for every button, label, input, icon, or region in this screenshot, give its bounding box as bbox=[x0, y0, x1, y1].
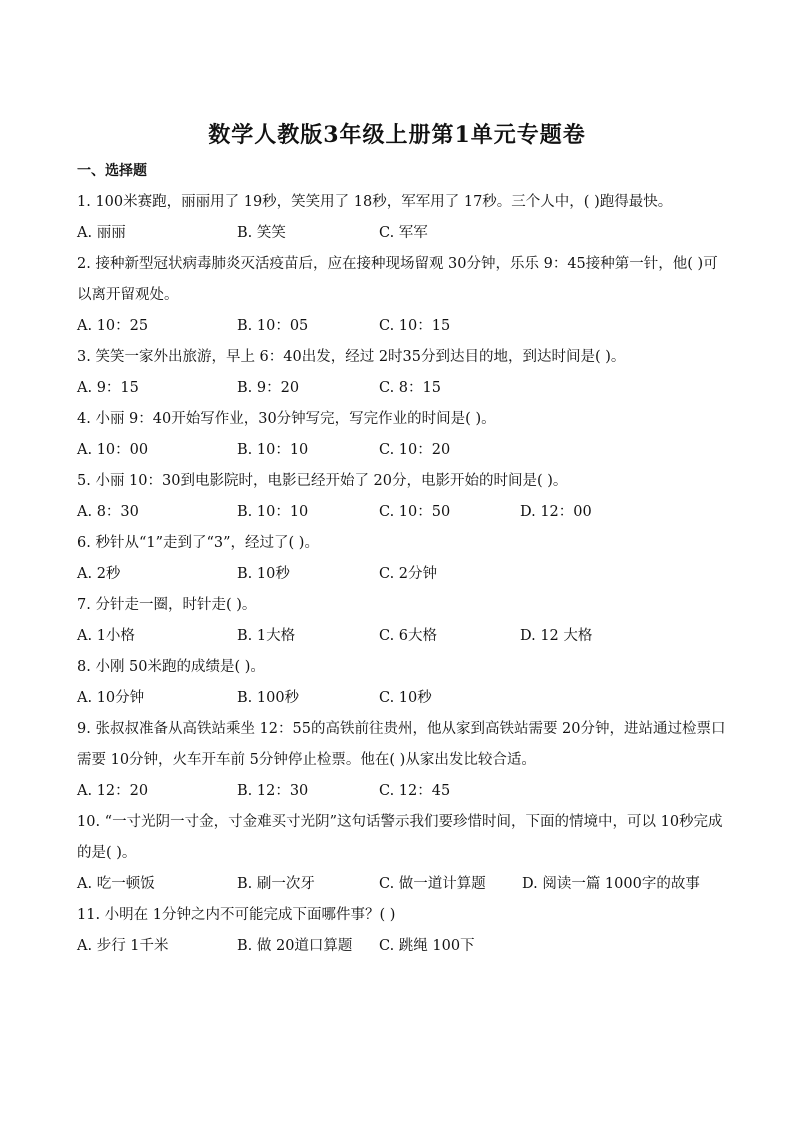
question-1 bbox=[77, 187, 727, 249]
option-row bbox=[77, 776, 727, 807]
question-3 bbox=[77, 342, 727, 404]
question-stem: 7. 分针走一圈，时针走( )。 bbox=[77, 597, 257, 613]
question-10 bbox=[77, 807, 727, 900]
option-b: B. 刷一次牙 bbox=[237, 876, 315, 892]
option-row bbox=[77, 931, 727, 962]
option-b: B. 10：10 bbox=[237, 442, 309, 458]
option-b: B. 笑笑 bbox=[237, 225, 286, 241]
option-a: A. 8：30 bbox=[77, 504, 139, 520]
option-row bbox=[77, 621, 727, 652]
option-c: C. 10：50 bbox=[379, 504, 451, 520]
section-heading: 一、选择题 bbox=[77, 163, 147, 179]
option-d: D. 阅读一篇 1000字的故事 bbox=[522, 876, 700, 892]
option-a: A. 10：00 bbox=[77, 442, 149, 458]
option-c: C. 10：20 bbox=[379, 442, 451, 458]
option-b: B. 100秒 bbox=[237, 690, 300, 706]
question-stem: 10. “一寸光阴一寸金，寸金难买寸光阴”这句话警示我们要珍惜时间，下面的情境中，可以 10秒完成的是( )。 bbox=[77, 814, 723, 861]
option-c: C. 2分钟 bbox=[379, 566, 438, 582]
option-a: A. 丽丽 bbox=[77, 225, 126, 241]
option-b: B. 12：30 bbox=[237, 783, 309, 799]
question-7 bbox=[77, 590, 727, 652]
question-stem: 11. 小明在 1分钟之内不可能完成下面哪件事？( ) bbox=[77, 907, 396, 923]
question-stem: 3. 笑笑一家外出旅游，早上 6：40出发，经过 2时35分到达目的地，到达时间是( )。 bbox=[77, 349, 626, 365]
option-row bbox=[77, 869, 727, 900]
option-b: B. 10：10 bbox=[237, 504, 309, 520]
question-stem: 8. 小刚 50米跑的成绩是( )。 bbox=[77, 659, 265, 675]
option-row bbox=[77, 311, 727, 342]
option-a: A. 1小格 bbox=[77, 628, 135, 644]
option-c: C. 10秒 bbox=[379, 690, 432, 706]
question-8 bbox=[77, 652, 727, 714]
option-c: C. 做一道计算题 bbox=[379, 876, 486, 892]
option-c: C. 12：45 bbox=[379, 783, 451, 799]
option-b: B. 做 20道口算题 bbox=[237, 938, 353, 954]
option-row bbox=[77, 373, 727, 404]
question-stem: 6. 秒针从“1”走到了“3”，经过了( )。 bbox=[77, 535, 319, 551]
question-stem: 9. 张叔叔准备从高铁站乘坐 12：55的高铁前往贵州，他从家到高铁站需要 20分钟，进站通过检票口需要 10分钟，火车开车前 5分钟停止检票。他在( )从家出发比较合适。 bbox=[77, 721, 726, 768]
option-a: A. 12：20 bbox=[77, 783, 149, 799]
option-c: C. 10：15 bbox=[379, 318, 451, 334]
option-a: A. 10分钟 bbox=[77, 690, 145, 706]
option-a: A. 10：25 bbox=[77, 318, 149, 334]
option-row bbox=[77, 218, 727, 249]
question-5 bbox=[77, 466, 727, 528]
option-c: C. 军军 bbox=[379, 225, 428, 241]
question-6 bbox=[77, 528, 727, 590]
option-b: B. 10：05 bbox=[237, 318, 309, 334]
option-d: D. 12 大格 bbox=[520, 628, 593, 644]
option-a: A. 步行 1千米 bbox=[77, 938, 169, 954]
question-list bbox=[77, 187, 727, 962]
option-b: B. 1大格 bbox=[237, 628, 296, 644]
option-row bbox=[77, 435, 727, 466]
option-c: C. 8：15 bbox=[379, 380, 441, 396]
option-c: C. 跳绳 100下 bbox=[379, 938, 475, 954]
option-d: D. 12：00 bbox=[520, 504, 592, 520]
option-c: C. 6大格 bbox=[379, 628, 438, 644]
page-title: 数学人教版3年级上册第1单元专题卷 bbox=[208, 122, 586, 148]
option-b: B. 10秒 bbox=[237, 566, 290, 582]
option-a: A. 吃一顿饭 bbox=[77, 876, 155, 892]
question-stem: 2. 接种新型冠状病毒肺炎灭活疫苗后，应在接种现场留观 30分钟，乐乐 9：45接种第一针，他( )可以离开留观处。 bbox=[77, 256, 718, 303]
option-a: A. 9：15 bbox=[77, 380, 139, 396]
question-9 bbox=[77, 714, 727, 807]
question-2 bbox=[77, 249, 727, 342]
option-row bbox=[77, 683, 727, 714]
option-row bbox=[77, 497, 727, 528]
question-11 bbox=[77, 900, 727, 962]
question-stem: 1. 100米赛跑，丽丽用了 19秒，笑笑用了 18秒，军军用了 17秒。三个人中，( )跑得最快。 bbox=[77, 194, 673, 210]
question-stem: 5. 小丽 10：30到电影院时，电影已经开始了 20分，电影开始的时间是( )。 bbox=[77, 473, 568, 489]
question-4 bbox=[77, 404, 727, 466]
option-a: A. 2秒 bbox=[77, 566, 121, 582]
option-b: B. 9：20 bbox=[237, 380, 300, 396]
option-row bbox=[77, 559, 727, 590]
question-stem: 4. 小丽 9：40开始写作业，30分钟写完，写完作业的时间是( )。 bbox=[77, 411, 496, 427]
